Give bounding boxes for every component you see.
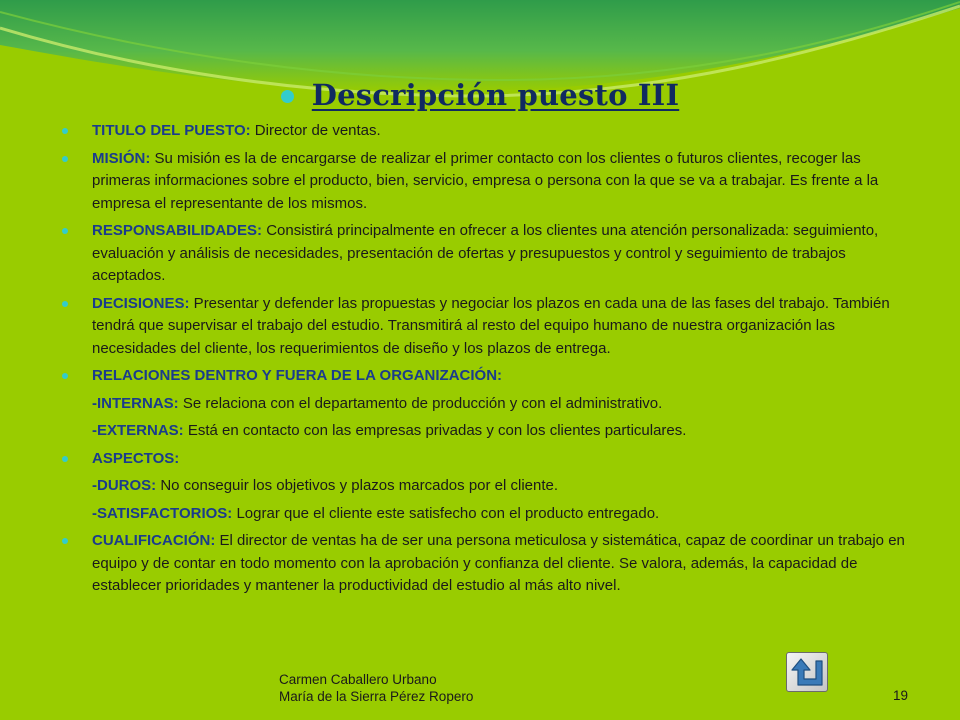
item-label: -DUROS: — [92, 477, 157, 494]
list-item — [62, 293, 912, 361]
item-label: -SATISFACTORIOS: — [92, 504, 233, 522]
footer-author-1: Carmen Caballero Urbano — [279, 672, 437, 687]
footer-authors — [279, 671, 473, 705]
list-item — [62, 148, 912, 216]
list-item-sub — [62, 420, 912, 443]
item-text: El director de ventas ha de ser una persona meticulosa y sistemática, capaz de coordinar un trabajo en equipo y de contar en todo momento con la aprobación y confianza del cliente. Se valora, además, la capacidad de establecer prioridades y mantener la productividad del estudio al más alto nivel. — [92, 532, 905, 594]
item-label: RESPONSABILIDADES: — [92, 222, 263, 239]
page-number: 19 — [893, 688, 909, 703]
item-text: Se relaciona con el departamento de producción y con el administrativo. — [178, 394, 663, 412]
list-item — [62, 530, 912, 598]
item-label: ASPECTOS: — [92, 449, 180, 467]
item-text: Consistirá principalmente en ofrecer a los clientes una atención personalizada: seguimiento, evaluación y análisis de necesidades, presentación de ofertas y presupuestos y control y seguimiento de trabajos aceptados. — [92, 222, 879, 284]
item-label: -INTERNAS: — [92, 394, 179, 412]
item-text: Presentar y defender las propuestas y negociar los plazos en cada una de las fases del trabajo. También tendrá que supervisar el trabajo del estudio. Transmitirá al resto del equipo humano de nuestra organización las necesidades del cliente, los requerimientos de diseño y los plazos de entrega. — [92, 294, 890, 357]
list-item — [62, 365, 912, 388]
title-row — [0, 78, 960, 112]
content-list — [62, 120, 912, 603]
item-text: Está en contacto con las empresas privadas y con los clientes particulares. — [183, 422, 687, 439]
item-label: -EXTERNAS: — [92, 422, 184, 439]
list-item — [62, 220, 912, 288]
back-button[interactable] — [786, 652, 828, 692]
list-item — [62, 448, 912, 471]
item-label: CUALIFICACIÓN: — [92, 532, 216, 549]
item-label: DECISIONES: — [92, 294, 190, 312]
list-item-sub — [62, 393, 912, 416]
item-text: No conseguir los objetivos y plazos marcados por el cliente. — [156, 477, 559, 494]
item-label: MISIÓN: — [92, 149, 151, 167]
list-item — [62, 120, 912, 143]
list-item-sub — [62, 503, 912, 526]
return-arrow-icon — [789, 655, 825, 689]
title-bullet-icon — [281, 90, 294, 103]
item-text: Lograr que el cliente este satisfecho con el producto entregado. — [232, 504, 660, 522]
item-label: RELACIONES DENTRO Y FUERA DE LA ORGANIZACIÓN: — [92, 367, 503, 384]
list-item-sub — [62, 475, 912, 498]
slide-title: Descripción puesto III — [311, 78, 680, 112]
footer-author-2: María de la Sierra Pérez Ropero — [279, 689, 474, 704]
item-text: Director de ventas. — [250, 122, 381, 139]
item-text: Su misión es la de encargarse de realizar el primer contacto con los clientes o futuros clientes, recoger las primeras informaciones sobre el producto, bien, servicio, empresa o persona con la que se va a trabajar. Es frente a la empresa el representante de los mismos. — [92, 149, 879, 212]
item-label: TITULO DEL PUESTO: — [92, 122, 251, 139]
